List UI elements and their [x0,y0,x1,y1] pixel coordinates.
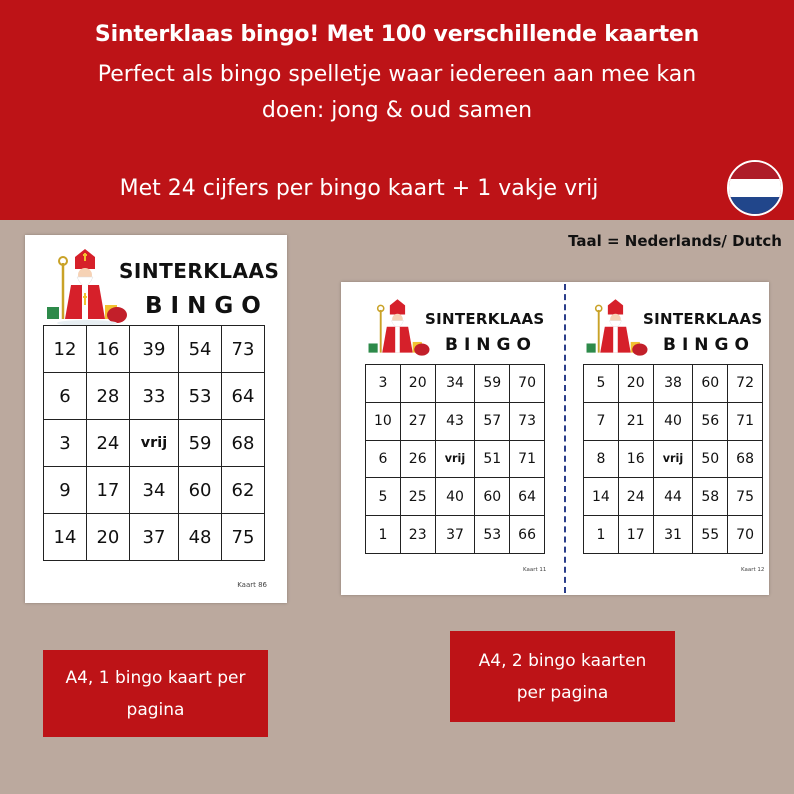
bingo-cell: 68 [222,420,265,467]
bingo-cell: 33 [129,373,178,420]
bingo-cell: 17 [86,467,129,514]
sinterklaas-logo [367,298,557,364]
logo-title-line-1: SINTERKLAAS [643,310,763,328]
bingo-cell: 59 [179,420,222,467]
bingo-cell: 16 [86,326,129,373]
logo-title-line-1: SINTERKLAAS [425,310,545,328]
bingo-cell: 73 [222,326,265,373]
caption-text: A4, 1 bingo kaart per pagina [65,667,246,720]
bingo-cell: 58 [693,478,728,516]
sinterklaas-logo [45,249,280,327]
bingo-cell: 25 [400,478,435,516]
bingo-cell: 64 [222,373,265,420]
bingo-cell: vrij [129,420,178,467]
bingo-cell: 6 [44,373,87,420]
bingo-cell: 37 [129,514,178,561]
flag-stripe-white [729,179,781,196]
logo-title-line-2: BINGO [145,293,269,319]
bingo-cell: 3 [366,365,401,403]
bingo-card-single [25,235,287,603]
bingo-cell: 28 [86,373,129,420]
bingo-cell: 21 [618,402,653,440]
bingo-cell: 5 [366,478,401,516]
bingo-row [366,478,545,516]
bingo-cell: 40 [435,478,475,516]
bingo-cell: 14 [44,514,87,561]
bingo-cell: 60 [475,478,510,516]
sinterklaas-logo [585,298,775,364]
language-label: Taal = Nederlands/ Dutch [568,232,782,250]
bingo-cell: 40 [653,402,693,440]
bingo-row [44,467,265,514]
card-number: Kaart 12 [741,567,765,573]
bingo-cell: 60 [179,467,222,514]
bingo-cell: 9 [44,467,87,514]
card-number: Kaart 11 [523,567,547,573]
sinterklaas-icon [367,298,431,360]
bingo-cell: 70 [510,365,545,403]
bingo-cell: 17 [618,516,653,554]
bingo-cell: 20 [400,365,435,403]
bingo-cell: 48 [179,514,222,561]
bingo-cell: 1 [366,516,401,554]
bingo-cell: 44 [653,478,693,516]
bingo-row [584,402,763,440]
bingo-cell: 3 [44,420,87,467]
bingo-cell: vrij [653,440,693,478]
bingo-cell: 62 [222,467,265,514]
caption-text: A4, 2 bingo kaarten per pagina [478,650,647,703]
bingo-row [366,365,545,403]
card-number: Kaart 86 [237,581,267,589]
bingo-cell: 24 [618,478,653,516]
logo-title-line-2: BINGO [445,335,537,355]
bingo-cell: 43 [435,402,475,440]
bingo-cell: 64 [510,478,545,516]
bingo-grid [365,364,545,554]
bingo-row [44,420,265,467]
bingo-row [44,373,265,420]
bingo-cell: 53 [179,373,222,420]
headline: Sinterklaas bingo! Met 100 verschillende kaarten [94,22,700,47]
bingo-cell: 7 [584,402,619,440]
sinterklaas-icon [45,249,129,327]
bingo-cell: 72 [728,365,763,403]
bingo-cell: 26 [400,440,435,478]
bingo-cell: 8 [584,440,619,478]
bingo-cell: 59 [475,365,510,403]
bingo-cell: 50 [693,440,728,478]
bingo-row [44,514,265,561]
flag-stripe-blue [729,197,781,214]
header-banner [0,0,794,220]
subtitle-line-3: Met 24 cijfers per bingo kaart + 1 vakje vrij [119,176,599,201]
bingo-cell: 34 [435,365,475,403]
bingo-cell: 27 [400,402,435,440]
bingo-cell: 6 [366,440,401,478]
bingo-cell: 70 [728,516,763,554]
bingo-cell: 5 [584,365,619,403]
logo-title-line-2: BINGO [663,335,755,355]
bingo-row [366,402,545,440]
bingo-cell: 73 [510,402,545,440]
caption-one-per-page [43,650,268,737]
bingo-row [366,516,545,554]
bingo-row [584,478,763,516]
bingo-cell: 38 [653,365,693,403]
subtitle-line-2: doen: jong & oud samen [261,98,533,123]
bingo-cell: 56 [693,402,728,440]
sinterklaas-icon [585,298,649,360]
bingo-grid [583,364,763,554]
bingo-cell: 54 [179,326,222,373]
bingo-cell: 23 [400,516,435,554]
bingo-row [44,326,265,373]
bingo-cell: 16 [618,440,653,478]
bingo-cell: 71 [728,402,763,440]
bingo-cell: 55 [693,516,728,554]
bingo-row [584,440,763,478]
bingo-cell: 24 [86,420,129,467]
bingo-cell: 39 [129,326,178,373]
bingo-row [584,365,763,403]
netherlands-flag-icon [727,160,783,216]
bingo-cell: 51 [475,440,510,478]
bingo-cell: 71 [510,440,545,478]
bingo-cell: 20 [86,514,129,561]
bingo-cell: 75 [728,478,763,516]
bingo-cell: 60 [693,365,728,403]
caption-two-per-page [450,631,675,722]
bingo-cell: 37 [435,516,475,554]
bingo-row [366,440,545,478]
bingo-row [584,516,763,554]
bingo-page-two-cards [341,282,769,595]
bingo-cell: 75 [222,514,265,561]
bingo-grid [43,325,265,561]
bingo-cell: 14 [584,478,619,516]
flag-stripe-red [729,162,781,179]
bingo-cell: vrij [435,440,475,478]
cut-line [564,284,566,593]
bingo-cell: 53 [475,516,510,554]
bingo-cell: 20 [618,365,653,403]
bingo-cell: 57 [475,402,510,440]
bingo-cell: 12 [44,326,87,373]
bingo-cell: 34 [129,467,178,514]
bingo-cell: 66 [510,516,545,554]
bingo-cell: 31 [653,516,693,554]
bingo-cell: 10 [366,402,401,440]
bingo-cell: 68 [728,440,763,478]
logo-title-line-1: SINTERKLAAS [119,259,280,283]
bingo-cell: 1 [584,516,619,554]
subtitle-line-1: Perfect als bingo spelletje waar iedereen aan mee kan [97,62,697,87]
